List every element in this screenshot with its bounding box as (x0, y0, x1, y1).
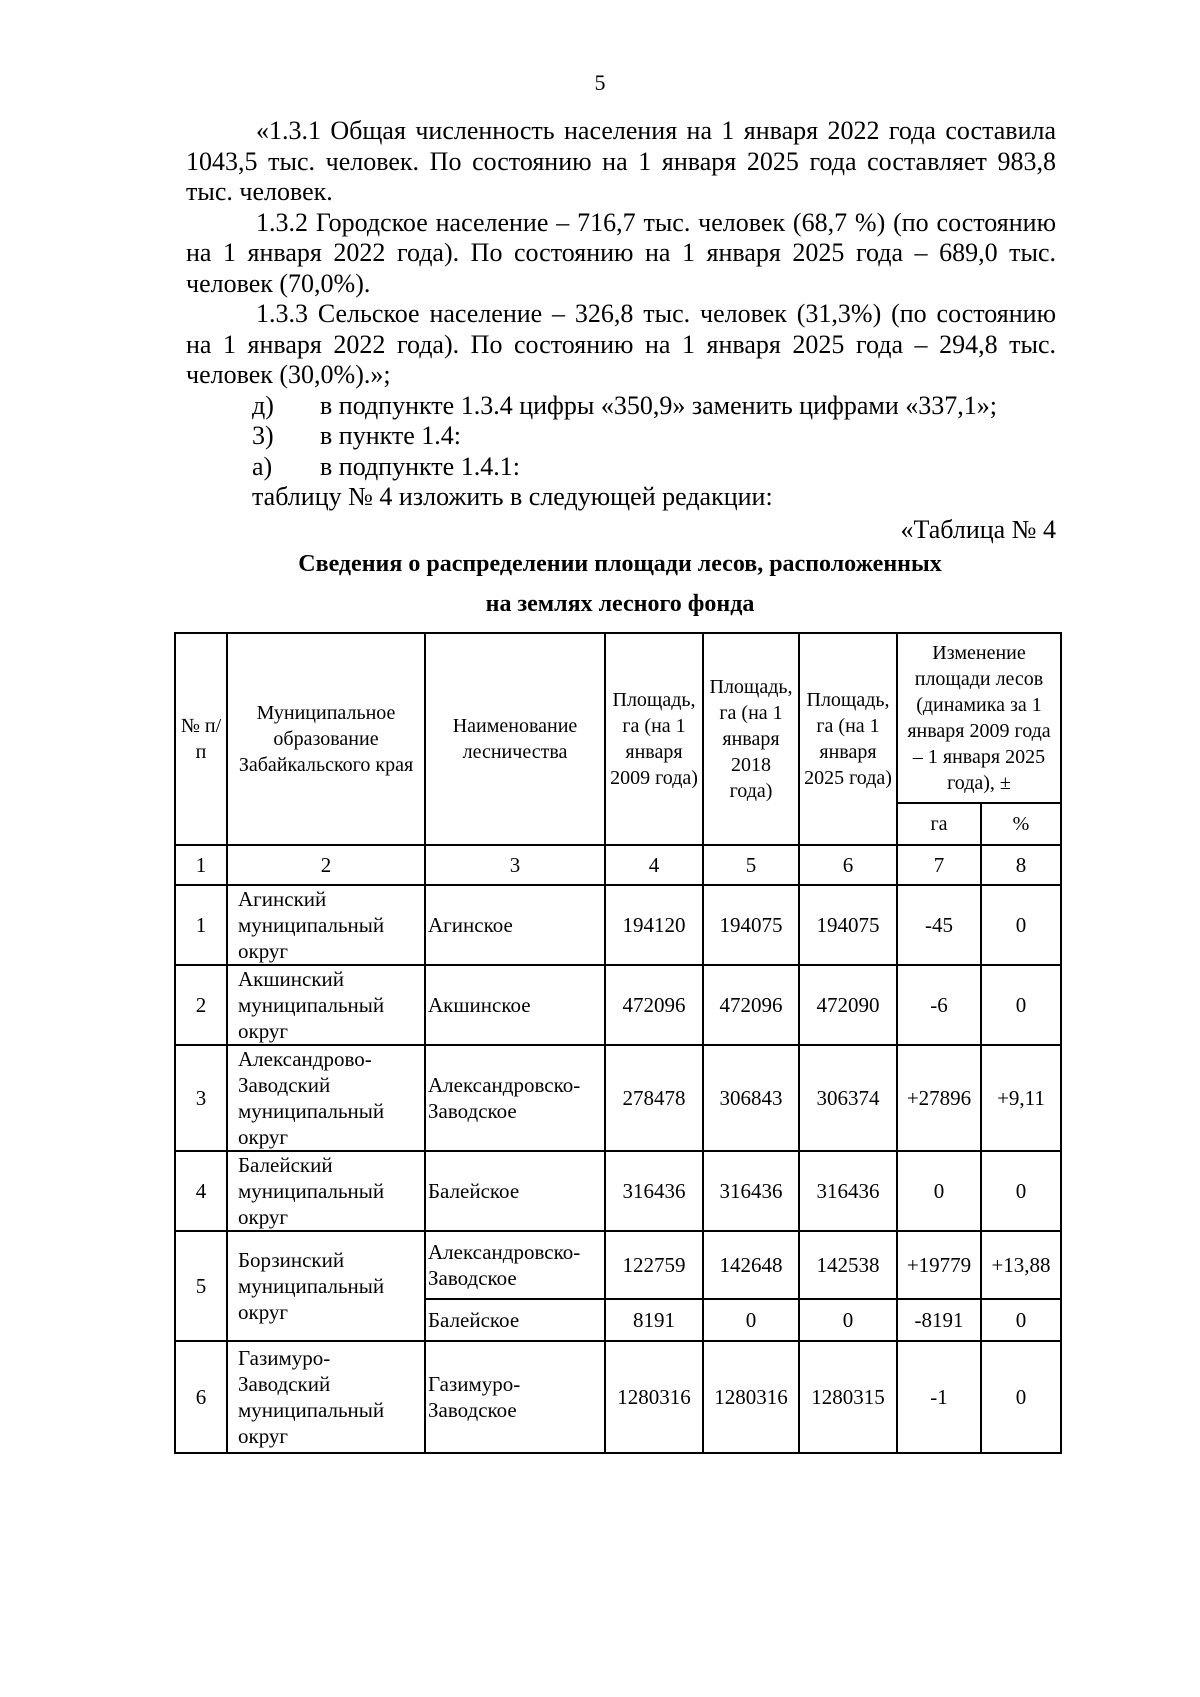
list-item-text: в подпункте 1.4.1: (320, 451, 520, 481)
cell-municipality: Акшинский муниципальный округ (227, 965, 425, 1045)
cell-area-2025: 306374 (799, 1045, 897, 1151)
cell-change-pct: 0 (981, 965, 1061, 1045)
cell-change-ha: +19779 (897, 1231, 981, 1299)
cell-area-2018: 316436 (703, 1151, 799, 1231)
cell-area-2025: 316436 (799, 1151, 897, 1231)
cell-area-2009: 1280316 (605, 1341, 703, 1453)
header-area-2018: Площадь, га (на 1 января 2018 года) (703, 633, 799, 845)
cell-area-2025: 194075 (799, 885, 897, 965)
cell-num: 5 (175, 1231, 227, 1341)
table-row (175, 885, 1061, 965)
header-num: № п/п (175, 633, 227, 845)
cell-change-ha: -8191 (897, 1299, 981, 1341)
column-number: 2 (227, 845, 425, 885)
table-reference: «Таблица № 4 (900, 514, 1056, 544)
header-change: Изменение площади лесов (динамика за 1 января 2009 года – 1 января 2025 года), ± (897, 633, 1061, 803)
cell-municipality: Агинский муниципальный округ (227, 885, 425, 965)
cell-area-2009: 122759 (605, 1231, 703, 1299)
cell-area-2025: 142538 (799, 1231, 897, 1299)
cell-area-2018: 194075 (703, 885, 799, 965)
cell-area-2009: 278478 (605, 1045, 703, 1151)
paragraph-1-3-3: 1.3.3 Сельское население – 326,8 тыс. человек (31,3%) (по состоянию на 1 января 2022 года). По состоянию на 1 января 2025 года – 294,8 тыс. человек (30,0%).»; (186, 299, 1056, 389)
list-item-mark: а) (252, 451, 273, 481)
list-item (186, 421, 1056, 452)
table-row (175, 1341, 1061, 1453)
cell-change-ha: -1 (897, 1341, 981, 1453)
cell-change-pct: 0 (981, 1151, 1061, 1231)
column-number: 6 (799, 845, 897, 885)
header-change-ha: га (897, 803, 981, 845)
cell-forestry: Агинское (425, 885, 605, 965)
cell-num: 3 (175, 1045, 227, 1151)
cell-area-2018: 306843 (703, 1045, 799, 1151)
cell-change-pct: 0 (981, 1299, 1061, 1341)
cell-forestry: Балейское (425, 1151, 605, 1231)
paragraph-1-3-2: 1.3.2 Городское население – 716,7 тыс. человек (68,7 %) (по состоянию на 1 января 2022 года). По состоянию на 1 января 2025 года – 689,0 тыс. человек (70,0%). (186, 207, 1056, 298)
table-row (175, 965, 1061, 1045)
cell-forestry: Балейское (425, 1299, 605, 1341)
cell-municipality: Александрово-Заводский муниципальный округ (227, 1045, 425, 1151)
table-title (0, 544, 1200, 624)
column-number: 5 (703, 845, 799, 885)
cell-num: 4 (175, 1151, 227, 1231)
cell-forestry: Александровско-Заводское (425, 1045, 605, 1151)
document-body (186, 116, 1056, 545)
cell-change-pct: +9,11 (981, 1045, 1061, 1151)
list-item (186, 452, 1056, 483)
cell-num: 2 (175, 965, 227, 1045)
cell-area-2025: 0 (799, 1299, 897, 1341)
table-row (175, 1045, 1061, 1151)
cell-change-pct: 0 (981, 1341, 1061, 1453)
cell-area-2018: 1280316 (703, 1341, 799, 1453)
cell-area-2018: 472096 (703, 965, 799, 1045)
cell-area-2018: 0 (703, 1299, 799, 1341)
column-number: 4 (605, 845, 703, 885)
cell-change-pct: 0 (981, 885, 1061, 965)
header-area-2009: Площадь, га (на 1 января 2009 года) (605, 633, 703, 845)
cell-area-2009: 194120 (605, 885, 703, 965)
cell-num: 1 (175, 885, 227, 965)
cell-change-ha: +27896 (897, 1045, 981, 1151)
cell-change-ha: 0 (897, 1151, 981, 1231)
cell-area-2025: 1280315 (799, 1341, 897, 1453)
table-row (175, 1231, 1061, 1299)
list-item (186, 391, 1056, 422)
list-item-mark: д) (252, 390, 274, 420)
column-number: 7 (897, 845, 981, 885)
cell-municipality: Борзинский муниципальный округ (227, 1231, 425, 1341)
table-title-line-1: Сведения о распределении площади лесов, расположенных (298, 551, 942, 577)
column-number: 3 (425, 845, 605, 885)
cell-change-ha: -45 (897, 885, 981, 965)
cell-municipality: Газимуро-Заводский муниципальный округ (227, 1341, 425, 1453)
cell-forestry: Александровско-Заводское (425, 1231, 605, 1299)
column-number: 8 (981, 845, 1061, 885)
table-title-line-2: на землях лесного фонда (485, 591, 755, 617)
cell-area-2018: 142648 (703, 1231, 799, 1299)
header-change-pct: % (981, 803, 1061, 845)
cell-num: 6 (175, 1341, 227, 1453)
table-intro: таблицу № 4 изложить в следующей редакции: (252, 482, 773, 511)
cell-area-2009: 8191 (605, 1299, 703, 1341)
cell-change-pct: +13,88 (981, 1231, 1061, 1299)
cell-change-ha: -6 (897, 965, 981, 1045)
header-forestry: Наименование лесничества (425, 633, 605, 845)
page-number: 5 (594, 70, 606, 95)
cell-area-2009: 472096 (605, 965, 703, 1045)
column-number-row (175, 845, 1061, 885)
list-item-text: в подпункте 1.3.4 цифры «350,9» заменить цифрами «337,1»; (320, 390, 997, 420)
table-header-row (175, 633, 1061, 803)
cell-forestry: Газимуро-Заводское (425, 1341, 605, 1453)
table-row (175, 1151, 1061, 1231)
list-item-mark: 3) (252, 421, 274, 450)
cell-forestry: Акшинское (425, 965, 605, 1045)
header-area-2025: Площадь, га (на 1 января 2025 года) (799, 633, 897, 845)
cell-municipality: Балейский муниципальный округ (227, 1151, 425, 1231)
cell-area-2009: 316436 (605, 1151, 703, 1231)
paragraph-1-3-1: «1.3.1 Общая численность населения на 1 января 2022 года составила 1043,5 тыс. человек. По состоянию на 1 января 2025 года составляет 983,8 тыс. человек. (186, 116, 1056, 206)
header-municipality: Муниципальное образование Забайкальского края (227, 633, 425, 845)
list-item-text: в пункте 1.4: (320, 421, 462, 450)
forest-area-table (174, 632, 1062, 1454)
cell-area-2025: 472090 (799, 965, 897, 1045)
column-number: 1 (175, 845, 227, 885)
